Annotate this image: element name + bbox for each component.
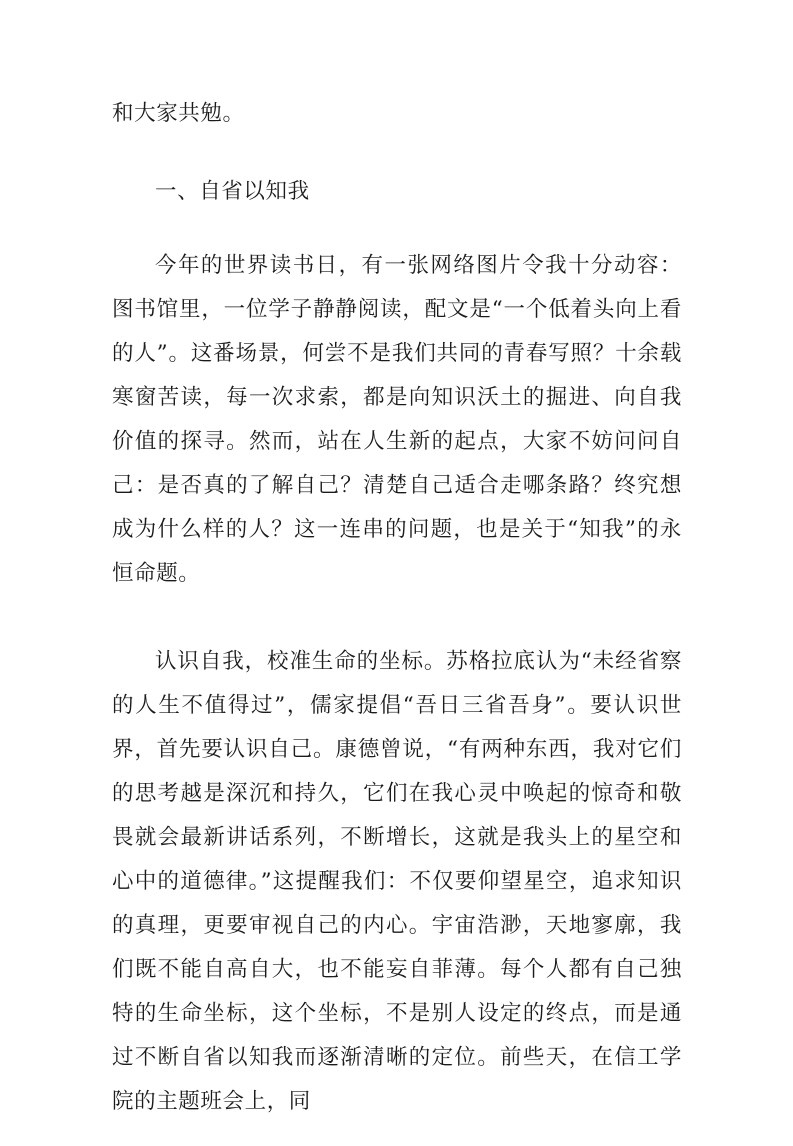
spacer: [112, 618, 682, 640]
section-heading-one: 一、自省以知我: [155, 179, 310, 204]
spacer: [112, 232, 682, 244]
spacer: [112, 158, 682, 170]
paragraph-closing-line: 和大家共勉。: [112, 101, 245, 126]
paragraph-reading-day: 今年的世界读书日，有一张网络图片令我十分动容：图书馆里，一位学子静静阅读，配文是“一个低着头向上看的人”。这番场景，何尝不是我们共同的青春写照？十余载寒窗苦读，每一次求索，都是向知识沃土的掘进、向自我价值的探寻。然而，站在人生新的起点，大家不妨问问自己：是否真的了解自己？清楚自己适合走哪条路？终究想成为什么样的人？这一连串的问题，也是关于“知我”的永恒命题。: [112, 253, 682, 586]
document-body: [112, 92, 682, 1146]
paragraph-self-knowledge: 认识自我，校准生命的坐标。苏格拉底认为“未经省察的人生不值得过”，儒家提倡“吾日三省吾身”。要认识世界，首先要认识自己。康德曾说，“有两种东西，我对它们的思考越是深沉和持久，它们在我心灵中唤起的惊奇和敬畏就会最新讲话系列，不断增长，这就是我头上的星空和心中的道德律。”这提醒我们：不仅要仰望星空，追求知识的真理，更要审视自己的内心。宇宙浩渺，天地寥廓，我们既不能自高自大，也不能妄自菲薄。每个人都有自己独特的生命坐标，这个坐标，不是别人设定的终点，而是通过不断自省以知我而逐渐清晰的定位。前些天，在信工学院的主题班会上，同: [112, 649, 682, 1114]
